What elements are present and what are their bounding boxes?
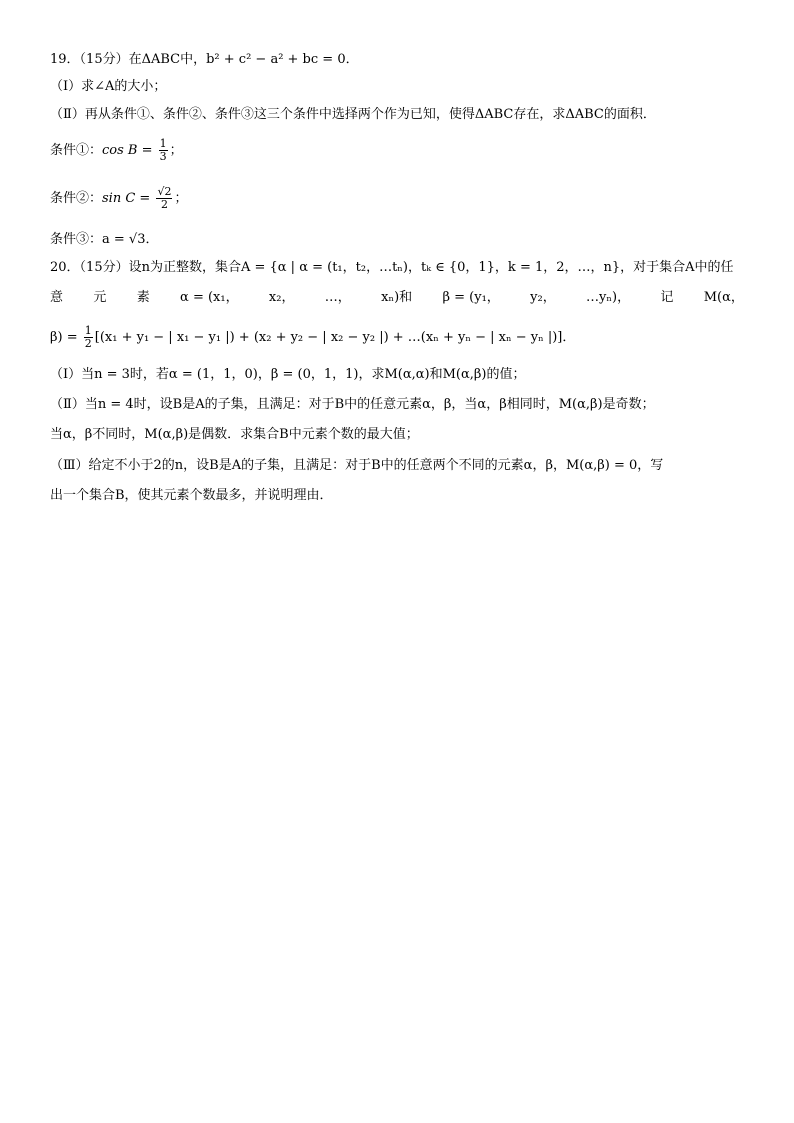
- q20-line2-part: 元: [93, 290, 107, 305]
- q19-part1: （Ⅰ）求∠A的大小；: [50, 79, 167, 94]
- q20-line2: [50, 290, 744, 306]
- q20-formula-line: [50, 325, 575, 350]
- q19-title: 19．（15分）在ΔABC中，b² + c² − a² + bc = 0．: [50, 52, 359, 67]
- formula-body: [(x₁ + y₁ − | x₁ − y₁ |) + (x₂ + y₂ − | x₂ − y₂ |) + …(xₙ + yₙ − | xₙ − yₙ |)]．: [94, 330, 576, 345]
- q20-line2-part: xₙ)和: [381, 290, 413, 305]
- q20-line2-part: x₂，: [268, 290, 295, 305]
- q20-line2-part: 素: [136, 290, 150, 305]
- condition2-label: 条件②：: [50, 191, 103, 206]
- q19-condition3: 条件③：a = √3．: [50, 232, 159, 247]
- q20-line2-part: 记: [660, 290, 674, 305]
- fraction-denominator: 2: [160, 198, 168, 211]
- q20-line2-part: β = (y₁，: [442, 290, 500, 305]
- condition1-end: ；: [169, 143, 183, 158]
- fraction-denominator: 3: [159, 150, 167, 163]
- formula-fraction: [84, 325, 93, 350]
- fraction-numerator: √2: [157, 185, 172, 198]
- q20-part3-line1: （Ⅲ）给定不小于2的n，设B是A的子集，且满足：对于B中的任意两个不同的元素α，β，M(α,β) = 0，写: [50, 458, 664, 473]
- q19-part2: （Ⅱ）再从条件①、条件②、条件③这三个条件中选择两个作为已知，使得ΔABC存在，求ΔABC的面积．: [50, 107, 656, 122]
- condition2-fraction: [156, 186, 172, 211]
- q20-line2-part: α = (x₁，: [180, 290, 239, 305]
- q20-line2-part: M(α，: [703, 290, 744, 305]
- q20-part2-line2: 当α，β不同时，M(α,β)是偶数．求集合B中元素个数的最大值；: [50, 427, 419, 442]
- fraction-numerator: 1: [84, 324, 92, 337]
- fraction-numerator: 1: [159, 137, 167, 150]
- q20-line2-part: …yₙ)，: [586, 290, 631, 305]
- condition2-expression: sin C =: [102, 191, 155, 206]
- condition1-fraction: [159, 138, 168, 163]
- fraction-denominator: 2: [84, 337, 92, 350]
- condition1-label: 条件①：: [50, 143, 103, 158]
- q19-condition1: [50, 138, 183, 163]
- formula-prefix: β) =: [50, 330, 82, 345]
- q20-line2-part: y₂，: [530, 290, 556, 305]
- q20-line1: 20．（15分）设n为正整数，集合A = {α | α = (t₁，t₂，…tₙ)，tₖ ∈ {0，1}，k = 1，2，…，n}，对于集合A中的任: [50, 260, 734, 275]
- q20-line2-part: …，: [324, 290, 351, 305]
- q20-line2-part: 意: [50, 290, 64, 305]
- q19-condition2: [50, 186, 188, 211]
- condition2-end: ；: [174, 191, 188, 206]
- q20-part1: （Ⅰ）当n = 3时，若α = (1，1，0)，β = (0，1，1)，求M(α,α)和M(α,β)的值；: [50, 367, 526, 382]
- q20-part2-line1: （Ⅱ）当n = 4时，设B是A的子集，且满足：对于B中的任意元素α，β，当α，β相同时，M(α,β)是奇数；: [50, 397, 655, 412]
- condition1-expression: cos B =: [102, 143, 157, 158]
- q20-part3-line2: 出一个集合B，使其元素个数最多，并说明理由．: [50, 488, 333, 503]
